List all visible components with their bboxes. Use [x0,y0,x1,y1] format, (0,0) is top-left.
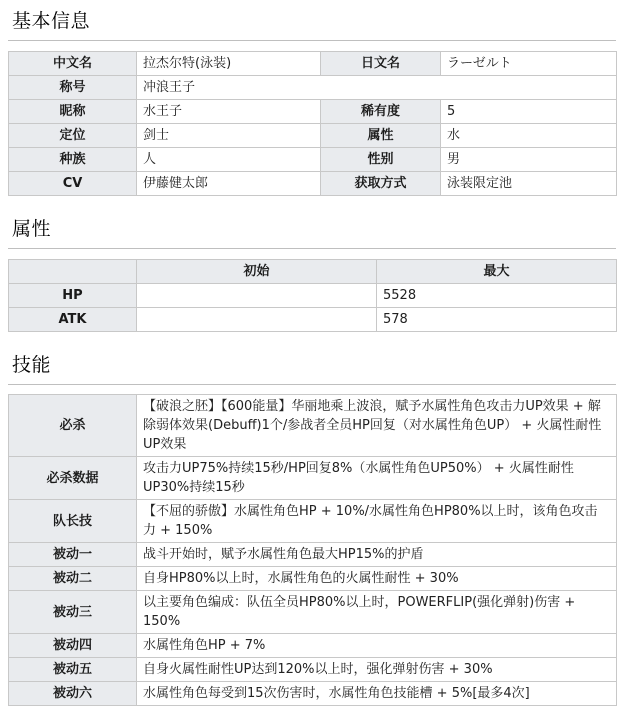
skill-label-passive-2: 被动二 [9,567,137,591]
skill-text-passive-4: 水属性角色HP + 7% [137,634,617,658]
table-row [9,682,617,706]
column-header-blank [9,260,137,284]
row-label: 中文名 [9,52,137,76]
row-value: 人 [137,148,321,172]
table-header-row [9,260,617,284]
row-label: 昵称 [9,100,137,124]
skill-text-leader: 【不屈的骄傲】水属性角色HP + 10%/水属性角色HP80%以上时，该角色攻击力 + 150% [137,500,617,543]
row-value-secondary: 5 [441,100,617,124]
hp-max-value: 5528 [377,284,617,308]
skill-label-ultimate: 必杀 [9,395,137,457]
hp-initial-value [137,284,377,308]
table-row [9,100,617,124]
attributes-table [8,259,617,332]
row-label-secondary: 稀有度 [321,100,441,124]
row-label-secondary: 获取方式 [321,172,441,196]
skill-label-passive-6: 被动六 [9,682,137,706]
row-value: 水王子 [137,100,321,124]
row-value: 冲浪王子 [137,76,617,100]
skill-text-ultimate: 【破浪之胚】【600能量】华丽地乘上波浪，赋予水属性角色攻击力UP效果 + 解除弱体效果(Debuff)1个/参战者全员HP回复（对水属性角色UP） + 火属性耐性UP效果 [137,395,617,457]
row-value-secondary: 水 [441,124,617,148]
row-label-secondary: 日文名 [321,52,441,76]
table-row [9,457,617,500]
table-row [9,591,617,634]
table-row [9,658,617,682]
skill-text-passive-6: 水属性角色每受到15次伤害时，水属性角色技能槽 + 5%[最多4次] [137,682,617,706]
row-value-secondary: 泳装限定池 [441,172,617,196]
table-row [9,52,617,76]
table-row [9,148,617,172]
skill-text-ultimate-data: 攻击力UP75%持续15秒/HP回复8%（水属性角色UP50%） + 火属性耐性UP30%持续15秒 [137,457,617,500]
column-header-max: 最大 [377,260,617,284]
row-label-secondary: 属性 [321,124,441,148]
row-label: 定位 [9,124,137,148]
skill-text-passive-1: 战斗开始时，赋予水属性角色最大HP15%的护盾 [137,543,617,567]
table-row [9,172,617,196]
table-row [9,395,617,457]
table-row [9,76,617,100]
table-row [9,308,617,332]
skill-label-passive-4: 被动四 [9,634,137,658]
basic-info-table [8,51,617,196]
skill-label-passive-3: 被动三 [9,591,137,634]
skill-label-leader: 队长技 [9,500,137,543]
skill-label-ultimate-data: 必杀数据 [9,457,137,500]
table-row [9,634,617,658]
section-spacer [8,196,616,208]
section-heading-basic-info: 基本信息 [8,0,616,41]
column-header-initial: 初始 [137,260,377,284]
section-heading-attributes: 属性 [8,208,616,249]
row-value: 剑士 [137,124,321,148]
row-label: 称号 [9,76,137,100]
row-label-atk: ATK [9,308,137,332]
atk-initial-value [137,308,377,332]
table-row [9,567,617,591]
skill-text-passive-2: 自身HP80%以上时，水属性角色的火属性耐性 + 30% [137,567,617,591]
atk-max-value: 578 [377,308,617,332]
table-row [9,500,617,543]
table-row [9,124,617,148]
section-spacer [8,332,616,344]
row-label-secondary: 性别 [321,148,441,172]
skill-label-passive-1: 被动一 [9,543,137,567]
skill-label-passive-5: 被动五 [9,658,137,682]
table-row [9,543,617,567]
skill-text-passive-3: 以主要角色编成：队伍全员HP80%以上时，POWERFLIP(强化弹射)伤害 + 150% [137,591,617,634]
skill-text-passive-5: 自身火属性耐性UP达到120%以上时，强化弹射伤害 + 30% [137,658,617,682]
row-label: CV [9,172,137,196]
table-row [9,284,617,308]
row-label-hp: HP [9,284,137,308]
row-value: 伊藤健太郎 [137,172,321,196]
skills-table [8,394,617,706]
row-label: 种族 [9,148,137,172]
section-heading-skills: 技能 [8,344,616,385]
row-value: 拉杰尔特(泳装) [137,52,321,76]
row-value-secondary: ラーゼルト [441,52,617,76]
row-value-secondary: 男 [441,148,617,172]
